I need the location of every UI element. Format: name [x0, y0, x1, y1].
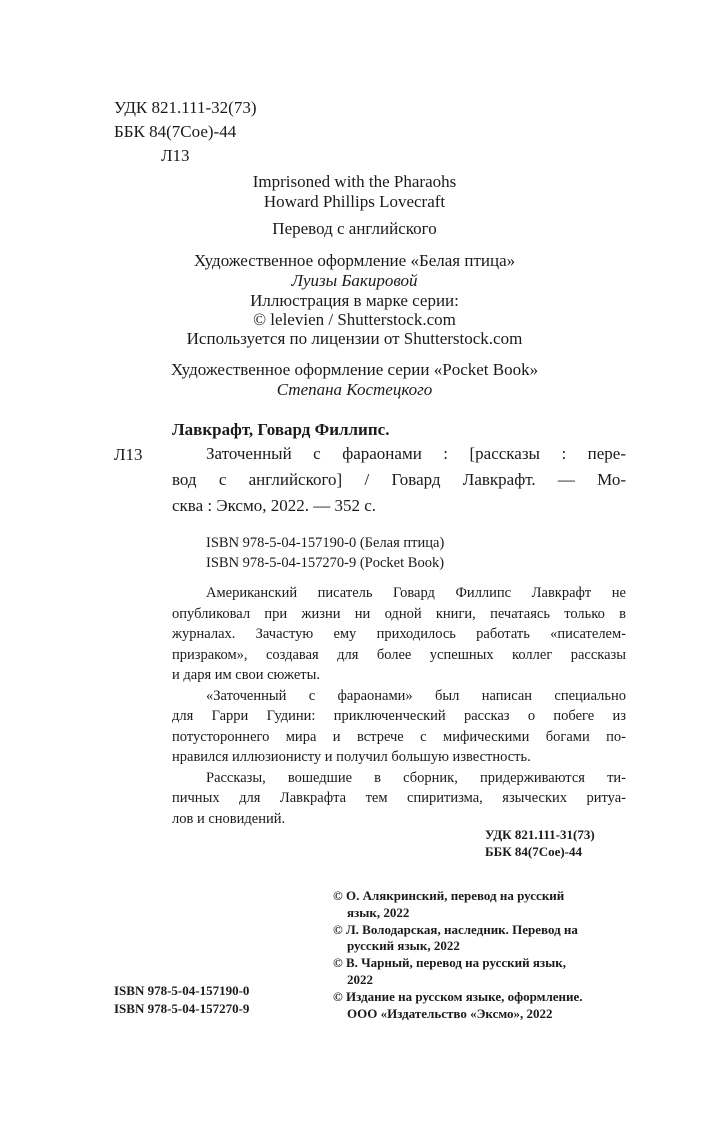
- copyright-line: язык, 2022: [347, 904, 410, 920]
- isbn-entry: ISBN 978-5-04-157270-9 (Pocket Book): [206, 555, 445, 571]
- copyright-line: © В. Чарный, перевод на русский язык,: [333, 955, 566, 971]
- bbk-code-bottom: ББК 84(7Сое)-44: [485, 844, 583, 859]
- copyright-entry: [333, 922, 633, 956]
- copyright-line: русский язык, 2022: [347, 938, 460, 954]
- annotation-line: опубликовал при жизни ни одной книги, печатаясь только в: [172, 605, 626, 622]
- copyright-line: ООО «Издательство «Эксмо», 2022: [347, 1005, 553, 1021]
- annotation-line: призраком», создавая для более успешных коллег рассказы: [172, 646, 626, 663]
- annotation-line: пичных для Лавкрафта тем спиритизма, языческих ритуа-: [172, 790, 626, 806]
- license-note: Используется по лицензии от Shutterstock.com: [186, 329, 523, 348]
- isbn-bottom: ISBN 978-5-04-157270-9: [114, 1001, 250, 1016]
- copyright-line: © О. Алякринский, перевод на русский: [333, 888, 565, 903]
- annotation-line: журналах. Зачастую ему приходилось работать «писателем-: [172, 626, 626, 642]
- author-mark: Л13: [161, 146, 190, 165]
- catalog-line: Заточенный с фараонами : [рассказы : пере-: [206, 444, 626, 463]
- copyright-line: 2022: [347, 971, 373, 987]
- annotation-line: и даря им свои сюжеты.: [172, 667, 320, 683]
- translation-note: Перевод с английского: [272, 219, 437, 238]
- catalog-mark: Л13: [114, 445, 143, 464]
- illustration-copyright: © lelevien / Shutterstock.com: [253, 310, 456, 329]
- catalog-heading: Лавкрафт, Говард Филлипс.: [172, 420, 390, 439]
- annotation-line: нравился иллюзионисту и получил большую известность.: [172, 749, 531, 765]
- annotation-line: Американский писатель Говард Филлипс Лавкрафт не: [206, 585, 626, 601]
- copyright-entry: [333, 888, 633, 922]
- copyright-entry: [333, 955, 633, 989]
- original-author: Howard Phillips Lovecraft: [263, 192, 446, 211]
- udk-code-bottom: УДК 821.111-31(73): [485, 827, 595, 842]
- illustration-label: Иллюстрация в марке серии:: [250, 291, 459, 310]
- catalog-line: вод с английского] / Говард Лавкрафт. — Мо-: [172, 470, 626, 489]
- series-design-name: Степана Костецкого: [276, 380, 433, 399]
- bbk-code: ББК 84(7Сое)-44: [114, 122, 237, 141]
- design-credit-name: Луизы Бакировой: [291, 271, 418, 290]
- copyright-line: © Издание на русском языке, оформление.: [333, 988, 583, 1004]
- series-design-credit: Художественное оформление серии «Pocket Book»: [170, 360, 539, 379]
- original-title: Imprisoned with the Pharaohs: [252, 172, 457, 191]
- annotation-line: «Заточенный с фараонами» был написан специально: [206, 687, 626, 704]
- annotation-line: лов и сновидений.: [172, 810, 286, 827]
- annotation-line: Рассказы, вошедшие в сборник, придерживаются ти-: [206, 769, 626, 786]
- catalog-line: сква : Эксмо, 2022. — 352 с.: [172, 496, 377, 515]
- isbn-bottom: ISBN 978-5-04-157190-0: [114, 983, 250, 998]
- annotation-line: потустороннего мира и встрече с мифическими богами по-: [172, 728, 626, 745]
- copyright-entry: [333, 989, 633, 1023]
- design-credit: Художественное оформление «Белая птица»: [193, 251, 516, 270]
- copyright-line: © Л. Володарская, наследник. Перевод на: [333, 921, 578, 937]
- isbn-entry: ISBN 978-5-04-157190-0 (Белая птица): [206, 535, 445, 551]
- annotation-line: для Гарри Гудини: приключенческий рассказ о побеге из: [172, 708, 626, 724]
- udk-code: УДК 821.111-32(73): [114, 98, 257, 117]
- copyright-block: [333, 888, 633, 1022]
